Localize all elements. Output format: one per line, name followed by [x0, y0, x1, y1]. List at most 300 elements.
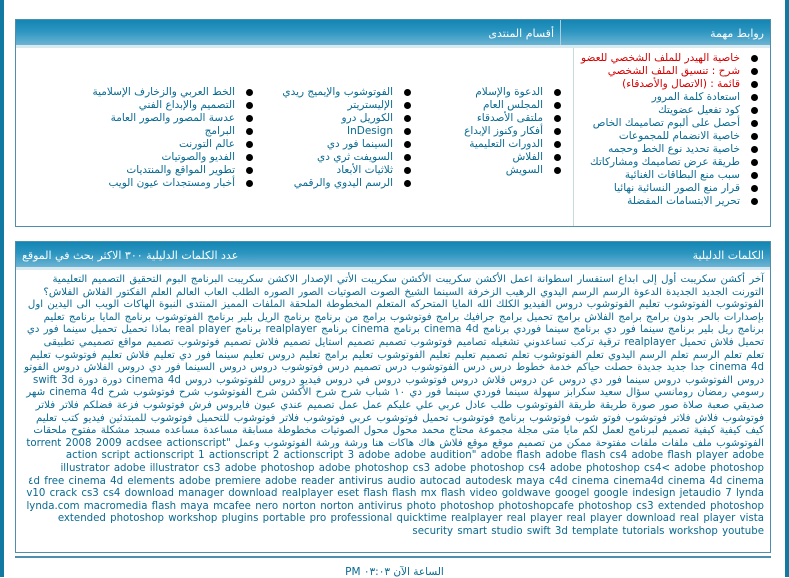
tag-link[interactable]: تصميم — [517, 437, 545, 449]
tag-link[interactable]: العالم — [176, 286, 200, 298]
tag-link[interactable]: security — [412, 525, 454, 537]
tag-link[interactable]: سينما — [445, 387, 470, 399]
tag-link[interactable]: كيف — [745, 425, 764, 437]
forum-section-link[interactable]: ملتقى الأصدقاء — [476, 112, 543, 124]
tag-link[interactable]: وعمل — [235, 437, 260, 449]
tag-link[interactable]: cinema ٤d — [28, 475, 764, 487]
tag-link[interactable]: دروس — [219, 362, 247, 374]
forum-section-link[interactable]: السينما فور دي — [326, 138, 393, 150]
tag-link[interactable]: فوتوشوب — [722, 412, 764, 424]
important-link[interactable]: خاصية الهيدر للملف الشخصي للعضو — [581, 52, 740, 64]
tag-link[interactable]: برنامج — [234, 324, 262, 336]
tag-link[interactable]: الفوتوشوب — [716, 437, 764, 449]
tag-link[interactable]: adobe flash player — [631, 450, 729, 462]
tag-link[interactable]: عمل — [362, 399, 383, 411]
tag-link[interactable]: photoshop workshop — [110, 513, 218, 525]
tag-link[interactable]: الصوره — [263, 286, 295, 298]
tag-link[interactable]: تصميم — [662, 425, 690, 437]
tag-link[interactable]: كيفية — [693, 425, 716, 437]
tag-link[interactable]: دروس — [374, 374, 401, 386]
tag-link[interactable]: adobe photoshop cs3 — [318, 462, 431, 474]
tag-link[interactable]: ملحقات — [33, 425, 67, 437]
tag-link[interactable]: portable — [262, 513, 306, 525]
tag-link[interactable]: إلى — [642, 274, 657, 285]
forum-section-link[interactable]: عالم التورنت — [178, 138, 235, 150]
tag-link[interactable]: ممكن — [566, 437, 592, 449]
tag-link[interactable]: real player download — [566, 513, 676, 525]
tag-link[interactable]: adobe — [358, 450, 391, 462]
tag-link[interactable]: دروس — [654, 374, 681, 386]
tag-link[interactable]: تعلم — [746, 349, 764, 361]
tag-link[interactable]: فلاتر — [35, 399, 56, 411]
tag-link[interactable]: تعليم — [454, 349, 476, 361]
tag-link[interactable]: سينما — [215, 349, 239, 361]
tag-link[interactable]: ملفات — [661, 437, 689, 449]
tag-link[interactable]: جديد — [666, 362, 687, 374]
tag-link[interactable]: برنامج — [667, 324, 695, 336]
tag-link[interactable]: خطوط — [515, 362, 546, 374]
tag-link[interactable]: فوتوشوب — [150, 412, 193, 424]
tag-link[interactable]: دي — [590, 374, 603, 386]
tag-link[interactable]: ورشة — [344, 437, 368, 449]
tag-link[interactable]: تساعدوني — [523, 336, 567, 348]
tag-link[interactable]: مساعدة — [203, 425, 238, 437]
tag-link[interactable]: eset — [337, 488, 360, 500]
tag-link[interactable]: مشكلة — [100, 425, 130, 437]
tag-link[interactable]: موقع — [467, 437, 489, 449]
tag-link[interactable]: تعليم — [243, 349, 265, 361]
tag-link[interactable]: فلاش — [694, 412, 719, 424]
tag-link[interactable]: من — [549, 437, 563, 449]
tag-link[interactable]: سهولة — [533, 387, 561, 399]
tag-link[interactable]: تعلم — [723, 349, 742, 361]
tag-link[interactable]: عندي — [280, 399, 303, 411]
tag-link[interactable]: تصميم — [353, 362, 381, 374]
tag-link[interactable]: العلم — [150, 286, 172, 298]
tag-link[interactable]: برنامج — [321, 324, 348, 336]
tag-link[interactable]: الكلك — [496, 299, 520, 311]
tag-link[interactable]: كتب — [61, 412, 80, 424]
tag-link[interactable]: cinema 4d — [667, 475, 723, 487]
forum-section-link[interactable]: الفديو والصوتيات — [161, 151, 235, 163]
tag-link[interactable]: الرهيب — [505, 286, 536, 298]
tag-link[interactable]: حياكم — [576, 362, 601, 374]
tag-link[interactable]: مفتوحة — [595, 437, 627, 449]
tag-link[interactable]: تعليم — [153, 349, 175, 361]
tag-link[interactable]: فوردي — [513, 324, 542, 336]
tag-link[interactable]: الفوتوشوب — [411, 362, 460, 374]
tag-link[interactable]: تعلم — [670, 349, 689, 361]
tag-link[interactable]: tutorials — [622, 525, 665, 537]
tag-link[interactable]: الشيخ — [404, 286, 430, 298]
important-link[interactable]: قائمة : (الاتصال والأصدقاء) — [622, 78, 740, 90]
tag-link[interactable]: 2008 — [65, 437, 92, 449]
tag-link[interactable]: workshop — [668, 525, 718, 537]
tag-link[interactable]: دورة — [102, 374, 123, 386]
tag-link[interactable]: لبرنامج — [628, 425, 658, 437]
tag-link[interactable]: googel — [554, 488, 590, 500]
tag-link[interactable]: تعلم — [585, 349, 604, 361]
tag-link[interactable]: اسطوانة — [536, 274, 574, 285]
forum-section-link[interactable]: التصميم والإبداع الفني — [138, 99, 235, 111]
tag-link[interactable]: تحميل — [121, 324, 148, 336]
tag-link[interactable]: أكشن — [720, 274, 745, 285]
tag-link[interactable]: فوتوشوب — [55, 349, 97, 361]
tag-link[interactable]: برنامج — [314, 311, 341, 323]
tag-link[interactable]: مجموعة — [478, 425, 513, 437]
tag-link[interactable]: جديدة — [637, 362, 663, 374]
tag-link[interactable]: macromedia flash — [83, 500, 177, 512]
tag-link[interactable]: فور — [606, 374, 622, 386]
tag-link[interactable]: الدعوة — [633, 286, 662, 298]
tag-link[interactable]: آخر — [749, 274, 764, 285]
tag-link[interactable]: دروس — [250, 362, 278, 374]
tag-link[interactable]: النبوة — [159, 299, 182, 311]
tag-link[interactable]: صورة — [631, 399, 656, 411]
tag-link[interactable]: تصاميم — [456, 336, 487, 348]
tag-link[interactable]: الفوتوشوب — [664, 299, 712, 311]
tag-link[interactable]: أول — [661, 274, 677, 285]
tag-link[interactable]: كيفية — [719, 425, 742, 437]
tag-link[interactable]: برنامج — [68, 311, 96, 323]
tag-link[interactable]: لكم — [582, 425, 598, 437]
tag-link[interactable]: التعليمية — [52, 274, 88, 285]
tag-link[interactable]: برنامج — [207, 311, 234, 323]
tag-link[interactable]: دروس — [451, 374, 478, 386]
tag-link[interactable]: المتعلم — [375, 299, 406, 311]
tag-link[interactable]: 2009 — [95, 437, 122, 449]
tag-link[interactable]: cinema — [351, 324, 390, 336]
tag-link[interactable]: دروس — [558, 374, 586, 386]
tag-link[interactable]: action script — [65, 450, 130, 462]
tag-link[interactable]: الأتي — [336, 274, 357, 285]
tag-link[interactable]: cinema 4d — [424, 324, 479, 336]
forum-section-link[interactable]: الكوريل درو — [341, 112, 393, 124]
tag-link[interactable]: فلاش — [482, 374, 506, 386]
tag-link[interactable]: استفسار — [577, 274, 614, 285]
forum-section-link[interactable]: تطوير المواقع والمنتديات — [126, 164, 235, 176]
tag-link[interactable]: فوتوشوب — [143, 399, 185, 411]
tag-link[interactable]: فوردي — [473, 387, 501, 399]
tag-link[interactable]: الفوتوشوب — [203, 387, 252, 399]
tag-link[interactable]: c4d — [548, 475, 568, 487]
tag-link[interactable]: مجلة — [517, 425, 539, 437]
forum-section-link[interactable]: المجلس العام — [482, 99, 543, 111]
tag-link[interactable]: فوتوشوب — [303, 412, 345, 424]
tag-link[interactable]: تعليم — [352, 349, 374, 361]
tag-link[interactable]: سؤال — [625, 387, 650, 399]
important-link[interactable]: سبب منع البطاقات الغنائية — [624, 169, 740, 181]
tag-link[interactable]: cs4 — [103, 488, 121, 500]
important-link[interactable]: أحصل على ألبوم تصاميمك الخاص — [592, 117, 740, 129]
tag-link[interactable]: الفوتوشوب — [155, 311, 204, 323]
tag-link[interactable]: تحميل — [737, 336, 764, 348]
forum-section-link[interactable]: الدورات التعليمية — [469, 138, 543, 150]
tag-link[interactable]: سكرابز — [564, 387, 596, 399]
tag-link[interactable]: تعليم — [29, 349, 51, 361]
tag-link[interactable]: البوم — [165, 274, 187, 285]
tag-link[interactable]: professional — [330, 513, 393, 525]
tag-link[interactable]: سينما — [626, 374, 650, 386]
tag-link[interactable]: pro — [309, 513, 327, 525]
tag-link[interactable]: photoshop — [440, 500, 495, 512]
important-link[interactable]: قرار منع الصور النسائية نهائيا — [613, 182, 740, 194]
tag-link[interactable]: السينما — [184, 362, 216, 374]
tag-link[interactable]: فلاش — [126, 349, 150, 361]
tag-link[interactable]: درس — [463, 362, 486, 374]
tag-link[interactable]: برنامج — [124, 311, 152, 323]
tag-link[interactable]: الأكشن — [400, 274, 432, 285]
tag-link[interactable]: متى — [542, 425, 560, 437]
tag-link[interactable]: adobe illustrator — [60, 450, 764, 474]
tag-link[interactable]: بإصدارات — [723, 311, 764, 323]
tag-link[interactable]: سعيد — [599, 387, 622, 399]
tag-link[interactable]: تشغيله — [490, 336, 520, 348]
tag-link[interactable]: شوب — [575, 412, 599, 424]
important-link[interactable]: تحرير الابتسامات المفضلة — [627, 195, 740, 207]
tag-link[interactable]: فلاتر — [59, 399, 79, 411]
tag-link[interactable]: مسجد — [133, 425, 161, 437]
tag-link[interactable]: adobe premiere — [178, 475, 261, 487]
tag-link[interactable]: فوتوشوب — [376, 412, 419, 424]
forum-section-link[interactable]: السويش — [505, 164, 543, 176]
tag-link[interactable]: google — [593, 488, 629, 500]
tag-link[interactable]: تعليم — [638, 299, 660, 311]
tag-link[interactable]: smart — [457, 525, 488, 537]
tag-link[interactable]: للفوتوشوب — [216, 374, 265, 386]
tag-link[interactable]: autodesk maya — [465, 475, 545, 487]
tag-link[interactable]: برامج — [499, 311, 523, 323]
tag-link[interactable]: فوتوشوب — [405, 374, 447, 386]
tag-link[interactable]: adobe photoshop elements — [127, 462, 764, 487]
tag-link[interactable]: المايا — [99, 311, 121, 323]
tag-link[interactable]: اعمل — [510, 274, 533, 285]
tag-link[interactable]: شرح — [340, 387, 362, 399]
tag-link[interactable]: مخطوطة — [277, 425, 317, 437]
tag-link[interactable]: عادل — [465, 399, 487, 411]
tag-link[interactable]: تعليم — [429, 349, 451, 361]
tag-link[interactable]: الجديدة — [666, 286, 698, 298]
tag-link[interactable]: تصميم — [479, 349, 508, 361]
tag-link[interactable]: cinema 4d — [49, 387, 104, 399]
tag-link[interactable]: دروس — [268, 374, 296, 386]
tag-link[interactable]: swift 3d — [33, 374, 75, 386]
tag-link[interactable]: درس — [385, 362, 408, 374]
tag-link[interactable]: jetaudio 7 — [679, 488, 732, 500]
important-link[interactable]: خاصية تحديد نوع الخط وحجمه — [608, 143, 740, 155]
tag-link[interactable]: download manager — [124, 488, 224, 500]
tag-link[interactable]: lynda.com — [26, 500, 80, 512]
tag-link[interactable]: برنامج — [283, 311, 311, 323]
tag-link[interactable]: شباب — [365, 387, 390, 399]
tag-link[interactable]: هنا — [372, 437, 384, 449]
tag-link[interactable]: photo — [406, 500, 436, 512]
tag-link[interactable]: الفلاش — [584, 311, 615, 323]
tag-link[interactable]: ريل — [717, 324, 734, 336]
tag-link[interactable]: الأكشن — [281, 387, 312, 399]
tag-link[interactable]: سينما — [545, 324, 570, 336]
tag-link[interactable]: فوتوشوب — [410, 336, 453, 348]
tag-link[interactable]: فوتوشوب — [233, 412, 276, 424]
tag-link[interactable]: youtube — [722, 525, 764, 537]
tag-link[interactable]: الإصدار — [302, 274, 333, 285]
tag-link[interactable]: فلاش — [439, 437, 463, 449]
tag-link[interactable]: الرسم — [692, 349, 720, 361]
tag-link[interactable]: دي — [26, 324, 40, 336]
forum-section-link[interactable]: الفوتوشوب والإيميج ريدي — [282, 86, 393, 98]
tag-link[interactable]: cinema4d — [613, 475, 664, 487]
tag-link[interactable]: فوتوشوب — [625, 412, 667, 424]
tag-link[interactable]: تصميم — [223, 336, 252, 348]
tag-link[interactable]: الرسم — [639, 349, 667, 361]
tag-link[interactable]: الهاكات — [123, 299, 155, 311]
tag-link[interactable]: برامج — [362, 311, 386, 323]
tag-link[interactable]: فوتوشوب — [529, 412, 571, 424]
tag-link[interactable]: الله — [477, 299, 492, 311]
tag-link[interactable]: الجديد — [701, 286, 728, 298]
tag-link[interactable]: adobe photoshop cs4< — [550, 462, 670, 474]
tag-link[interactable]: الرسم — [602, 286, 630, 298]
tag-link[interactable]: برامج — [645, 311, 670, 323]
tag-link[interactable]: acdsee — [125, 437, 163, 449]
tag-link[interactable]: تعليم — [100, 349, 122, 361]
tag-link[interactable]: شرح — [108, 387, 129, 399]
tag-link[interactable]: realplayer — [451, 513, 503, 525]
tag-link[interactable]: فوتوشوب — [281, 362, 324, 374]
tag-link[interactable]: اول — [27, 299, 44, 311]
tag-link[interactable]: audio — [387, 475, 416, 487]
tag-link[interactable]: تصميم — [307, 399, 335, 411]
tag-link[interactable]: محمد — [421, 425, 445, 437]
tag-link[interactable]: realplayer — [624, 336, 676, 348]
forum-section-link[interactable]: أخبار ومستجدات عيون الويب — [108, 177, 235, 189]
tag-link[interactable]: actionscript 3 — [283, 450, 355, 462]
tag-link[interactable]: بلير — [238, 311, 254, 323]
tag-link[interactable]: المتحركه — [410, 299, 448, 311]
tag-link[interactable]: تعليم — [43, 311, 65, 323]
important-link[interactable]: استعادة كلمة المرور — [651, 91, 740, 103]
tag-link[interactable]: الفوتوشوب — [586, 299, 635, 311]
tag-link[interactable]: lynda — [735, 488, 764, 500]
tag-link[interactable]: "torrent — [26, 437, 231, 449]
tag-link[interactable]: برامج — [618, 311, 642, 323]
tag-link[interactable]: تطبيقى — [43, 336, 75, 348]
tag-link[interactable]: عن — [540, 374, 555, 386]
forum-section-link[interactable]: الرسم اليدوي والرقمي — [293, 177, 393, 189]
tag-link[interactable]: ملف — [692, 437, 712, 449]
tag-link[interactable]: سكريبت — [227, 274, 264, 285]
tag-link[interactable]: صلاة — [682, 399, 703, 411]
tag-link[interactable]: تحميل — [526, 311, 553, 323]
tag-link[interactable]: طريقة — [599, 399, 628, 411]
tag-link[interactable]: template — [572, 525, 619, 537]
tag-link[interactable]: الفكتور — [116, 286, 147, 298]
tag-link[interactable]: flash mx — [392, 488, 437, 500]
tag-link[interactable]: شرح — [315, 387, 337, 399]
tag-link[interactable]: فايروس — [216, 399, 250, 411]
tag-link[interactable]: اليدوي — [540, 286, 568, 298]
tag-link[interactable]: رومانسي — [654, 387, 694, 399]
tag-link[interactable]: برنامج — [482, 324, 510, 336]
tag-link[interactable]: سينما — [640, 324, 664, 336]
tag-link[interactable]: فلاتر — [671, 412, 691, 424]
tag-link[interactable]: دروس — [555, 299, 583, 311]
tag-link[interactable]: فور — [620, 324, 636, 336]
tag-link[interactable]: فوتوشوب — [390, 311, 432, 323]
tag-link[interactable]: تصميم — [283, 336, 311, 348]
tag-link[interactable]: فلاش — [710, 336, 734, 348]
tag-link[interactable]: فلاش — [255, 336, 279, 348]
tag-link[interactable]: طريقة — [568, 399, 596, 411]
tag-link[interactable]: محول — [392, 425, 418, 437]
tag-link[interactable]: سكريبت — [361, 274, 397, 285]
tag-link[interactable]: جرافيك — [463, 311, 495, 323]
tag-link[interactable]: الصوتيات — [327, 286, 367, 298]
tag-link[interactable]: خدمة — [549, 362, 572, 374]
tag-link[interactable]: flash video — [440, 488, 498, 500]
tag-link[interactable]: موقع — [492, 437, 514, 449]
tag-link[interactable]: التصميم — [91, 274, 126, 285]
tag-link[interactable]: download realplayer — [228, 488, 334, 500]
tag-link[interactable]: فوتو — [602, 412, 621, 424]
tag-link[interactable]: cinema — [571, 475, 610, 487]
tag-link[interactable]: درس — [327, 362, 350, 374]
tag-link[interactable]: real player — [175, 324, 231, 336]
tag-link[interactable]: اليدوي — [608, 349, 636, 361]
forum-section-link[interactable]: الفلاش — [512, 151, 543, 163]
important-link[interactable]: شرح : تنسيق الملف الشخصي — [607, 65, 740, 77]
tag-link[interactable]: دروس — [268, 349, 296, 361]
tag-link[interactable]: محول — [363, 425, 389, 437]
important-link[interactable]: طريقة عرض تصاميمك ومشاركاتك — [589, 156, 740, 168]
tag-link[interactable]: adobe reader — [265, 475, 335, 487]
tag-link[interactable]: cinema 4d — [709, 362, 764, 374]
tag-link[interactable]: مسابقة — [242, 425, 274, 437]
tag-link[interactable]: صور — [659, 399, 679, 411]
tag-link[interactable]: تعليم — [35, 412, 57, 424]
tag-link[interactable]: mcafee — [213, 500, 251, 512]
tag-link[interactable]: طلب — [490, 399, 513, 411]
tag-link[interactable]: الأكشن — [475, 274, 506, 285]
tag-link[interactable]: البرنامج — [190, 274, 224, 285]
tag-link[interactable]: الويب — [95, 299, 120, 311]
tag-link[interactable]: التحقيق — [129, 274, 162, 285]
tag-link[interactable]: دروس — [52, 362, 80, 374]
tag-link[interactable]: المميز — [221, 299, 248, 311]
tag-link[interactable]: الفوتوشوب — [516, 399, 565, 411]
tag-link[interactable]: norton — [282, 500, 316, 512]
tag-link[interactable]: photoshop cs3 extended — [578, 500, 706, 512]
tag-link[interactable]: فيديو — [83, 412, 105, 424]
tag-link[interactable]: norton antivirus — [320, 500, 403, 512]
tag-link[interactable]: الفوتوشوب — [377, 349, 426, 361]
tag-link[interactable]: cs3 — [81, 488, 99, 500]
tag-link[interactable]: فيديو — [299, 374, 322, 386]
tag-link[interactable]: برنامج — [498, 412, 525, 424]
tag-link[interactable]: flash — [363, 488, 388, 500]
tag-link[interactable]: من — [345, 311, 359, 323]
tag-link[interactable]: تعلم — [511, 349, 530, 361]
tag-link[interactable]: الملحقة — [289, 299, 322, 311]
tag-link[interactable]: برامج — [435, 311, 460, 323]
tag-link[interactable]: ١٠ — [394, 387, 406, 399]
forum-section-link[interactable]: الدعوة والإسلام — [475, 86, 543, 98]
tag-link[interactable]: الى — [76, 299, 91, 311]
important-link[interactable]: كود تفعيل عضويتك — [658, 104, 740, 116]
tag-link[interactable]: تصميم — [146, 336, 174, 348]
tag-link[interactable]: actionscript — [166, 437, 227, 449]
tag-link[interactable]: لعمل — [602, 425, 624, 437]
